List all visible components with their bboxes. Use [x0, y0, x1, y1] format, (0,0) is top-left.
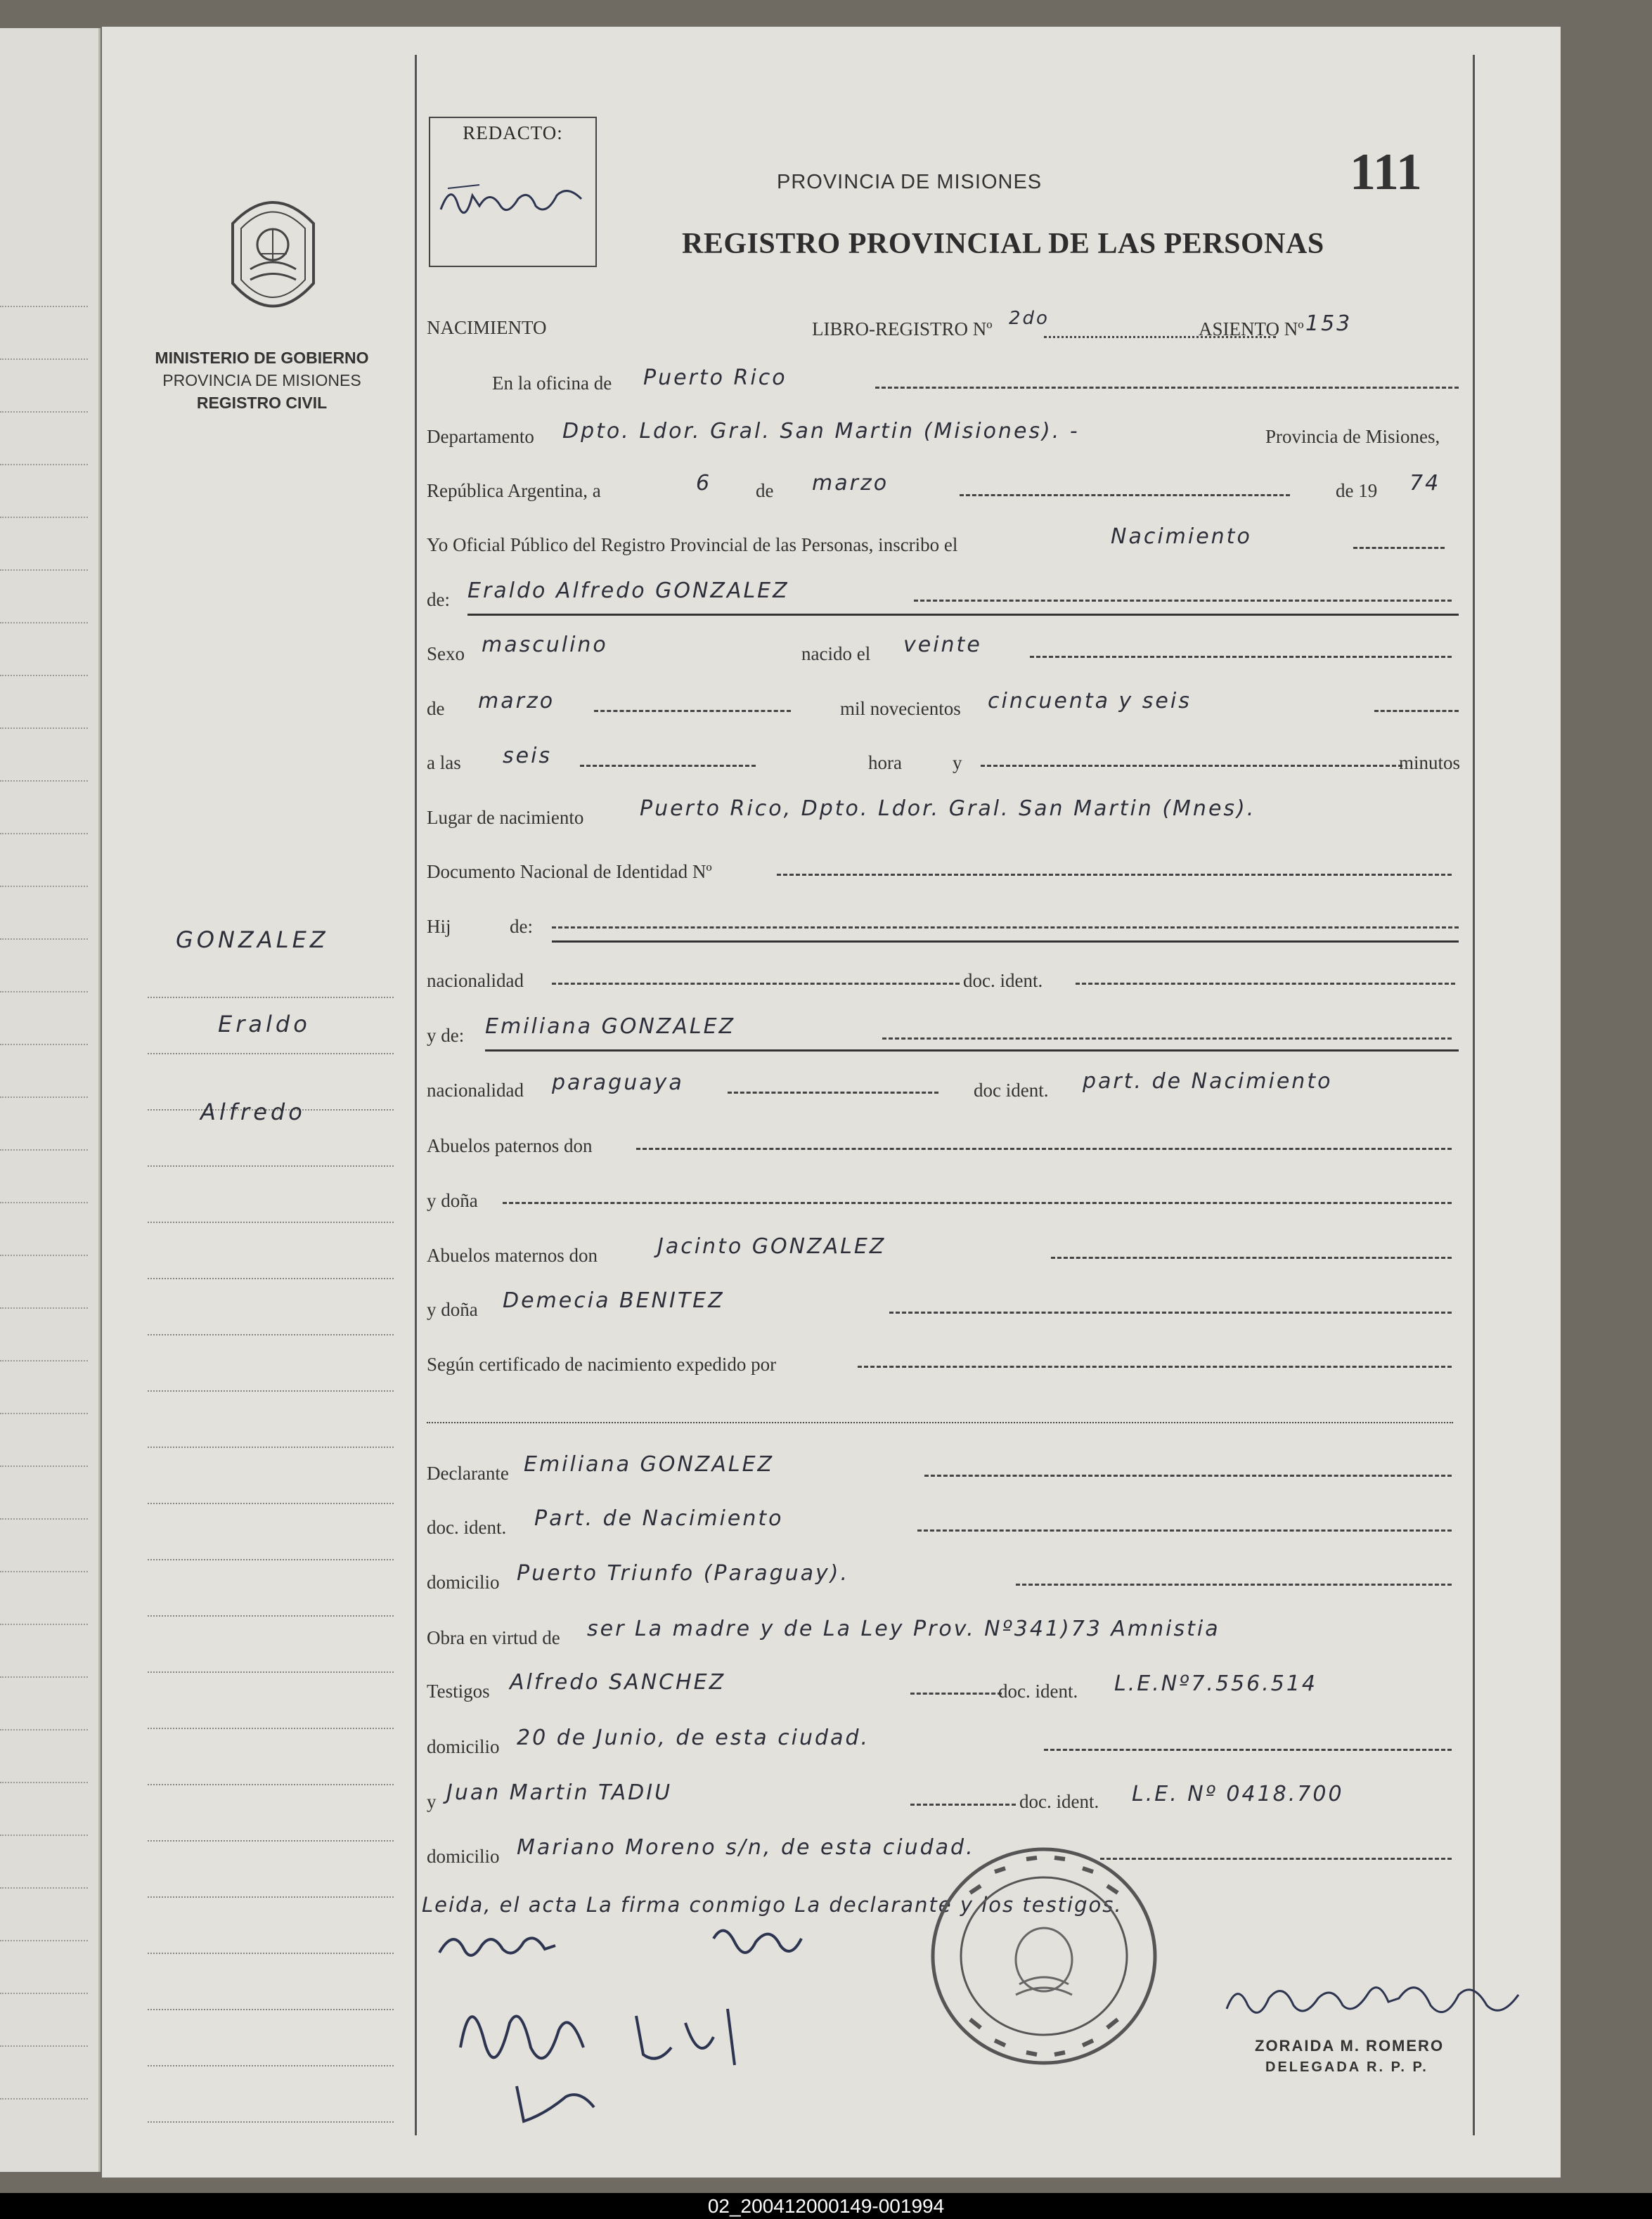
officer-name: ZORAIDA M. ROMERO: [1255, 2037, 1445, 2055]
registry-title: REGISTRO PROVINCIAL DE LAS PERSONAS: [682, 228, 1324, 260]
value-nacido-mes: marzo: [478, 689, 555, 713]
label-abuelos-maternos: Abuelos maternos don: [427, 1245, 598, 1266]
label-domicilio-testigo2: domicilio: [427, 1846, 500, 1867]
value-nacido-dia: veinte: [903, 633, 982, 657]
label-de-mes: de: [427, 698, 445, 719]
value-testigo2: Juan Martin TADIU: [446, 1780, 673, 1805]
value-testigo1-doc: L.E.Nº7.556.514: [1114, 1671, 1317, 1696]
value-testigo2-dom: Mariano Moreno s/n, de esta ciudad.: [517, 1835, 975, 1860]
label-domicilio-testigo1: domicilio: [427, 1736, 500, 1757]
value-nombre: Eraldo Alfredo GONZALEZ: [467, 578, 789, 603]
value-dia: 6: [696, 471, 712, 496]
value-testigo1: Alfredo SANCHEZ: [510, 1670, 726, 1695]
label-nacido: nacido el: [801, 643, 871, 664]
label-republica: República Argentina, a: [427, 480, 601, 501]
value-hora: seis: [503, 744, 553, 768]
label-sexo: Sexo: [427, 643, 465, 664]
value-declarante: Emiliana GONZALEZ: [524, 1452, 775, 1477]
officer-signature-icon: [1220, 1967, 1529, 2037]
value-madre: Emiliana GONZALEZ: [485, 1014, 736, 1039]
label-oficina: En la oficina de: [492, 373, 612, 394]
value-madre-nac: paraguaya: [552, 1070, 684, 1095]
value-anio: 74: [1409, 471, 1441, 496]
label-nacimiento: NACIMIENTO: [427, 317, 547, 338]
label-documento: Documento Nacional de Identidad Nº: [427, 861, 712, 882]
value-abuela-mat: Demecia BENITEZ: [503, 1288, 725, 1313]
ministry-heading: [144, 347, 380, 414]
label-y-testigo2: y: [427, 1791, 437, 1812]
label-y: y: [953, 752, 962, 773]
label-provincia-misiones: Provincia de Misiones,: [1265, 426, 1440, 447]
label-de-nombre: de:: [427, 589, 450, 610]
label-hora: hora: [868, 752, 902, 773]
label-libro: LIBRO-REGISTRO Nº: [812, 318, 993, 339]
left-rule: [415, 55, 417, 2135]
label-testigos: Testigos: [427, 1681, 490, 1702]
province-title: PROVINCIA DE MISIONES: [777, 171, 1043, 193]
footer-filename: 02_200412000149-001994: [0, 2193, 1652, 2219]
ministry-civil: REGISTRO CIVIL: [196, 394, 328, 412]
value-mes: marzo: [812, 471, 889, 496]
label-oficial: Yo Oficial Público del Registro Provincial de las Personas, inscribo el: [427, 534, 958, 555]
official-stamp-icon: [928, 1844, 1160, 2069]
province-seal-icon: [226, 185, 321, 325]
label-y-de: y de:: [427, 1025, 465, 1046]
label-doc-ident-madre: doc ident.: [974, 1080, 1049, 1101]
redacto-signature-icon: [437, 167, 588, 231]
label-doc-ident-declarante: doc. ident.: [427, 1517, 507, 1538]
value-leida: Leida, el acta La firma conmigo La declarante y los testigos.: [422, 1893, 1123, 1917]
margin-name2: Alfredo: [200, 1099, 306, 1125]
margin-surname: GONZALEZ: [176, 926, 329, 953]
label-minutos: minutos: [1399, 752, 1461, 773]
left-page-edge: [0, 28, 101, 2172]
value-sexo: masculino: [482, 633, 608, 657]
label-asiento: ASIENTO Nº: [1199, 318, 1304, 339]
value-lugar: Puerto Rico, Dpto. Ldor. Gral. San Martin (Mnes).: [640, 796, 1256, 821]
folio-number: 111: [1350, 143, 1422, 201]
label-hij: Hij: [427, 916, 451, 937]
label-domicilio: domicilio: [427, 1572, 500, 1593]
value-departamento: Dpto. Ldor. Gral. San Martin (Misiones). -: [562, 419, 1080, 444]
label-nacionalidad: nacionalidad: [427, 970, 524, 991]
officer-role: DELEGADA R. P. P.: [1265, 2059, 1428, 2075]
label-y-dona: y doña: [427, 1190, 478, 1211]
value-libro: 2do: [1009, 308, 1050, 329]
label-de-padre: de:: [510, 916, 533, 937]
label-segun: Según certificado de nacimiento expedido por: [427, 1354, 777, 1375]
label-doc-ident: doc. ident.: [963, 970, 1043, 991]
declarante-signature-icon: [432, 1924, 938, 2135]
label-doc-ident-testigo1: doc. ident.: [998, 1681, 1078, 1702]
value-decl-doc: Part. de Nacimiento: [534, 1506, 784, 1531]
value-oficina: Puerto Rico: [643, 365, 787, 390]
label-declarante: Declarante: [427, 1463, 509, 1484]
ministry-province: PROVINCIA DE MISIONES: [162, 371, 361, 389]
label-a-las: a las: [427, 752, 461, 773]
value-decl-dom: Puerto Triunfo (Paraguay).: [517, 1561, 850, 1586]
label-nacionalidad-madre: nacionalidad: [427, 1080, 524, 1101]
label-lugar: Lugar de nacimiento: [427, 807, 584, 828]
label-de-19: de 19: [1336, 480, 1378, 501]
label-departamento: Departamento: [427, 426, 534, 447]
value-testigo2-doc: L.E. Nº 0418.700: [1132, 1782, 1344, 1806]
ministry-name: MINISTERIO DE GOBIERNO: [155, 349, 369, 367]
value-obra: ser La madre y de La Ley Prov. Nº341)73 Amnistia: [587, 1617, 1220, 1641]
label-mil: mil novecientos: [840, 698, 961, 719]
label-obra: Obra en virtud de: [427, 1627, 560, 1648]
value-acto: Nacimiento: [1111, 524, 1252, 549]
document-page: [102, 27, 1561, 2178]
right-rule: [1473, 55, 1475, 2135]
label-abuelos-paternos: Abuelos paternos don: [427, 1135, 593, 1156]
redacto-label: REDACTO:: [463, 122, 563, 143]
label-de: de: [756, 480, 774, 501]
label-doc-ident-testigo2: doc. ident.: [1019, 1791, 1099, 1812]
margin-name1: Eraldo: [218, 1011, 311, 1037]
value-madre-doc: part. de Nacimiento: [1083, 1069, 1333, 1094]
label-y-dona-materna: y doña: [427, 1299, 478, 1320]
value-asiento: 153: [1305, 311, 1353, 336]
value-nacido-anio: cincuenta y seis: [988, 689, 1192, 713]
value-abuelo-mat: Jacinto GONZALEZ: [657, 1234, 886, 1259]
redacto-box: [429, 117, 597, 267]
value-testigo1-dom: 20 de Junio, de esta ciudad.: [517, 1726, 870, 1750]
